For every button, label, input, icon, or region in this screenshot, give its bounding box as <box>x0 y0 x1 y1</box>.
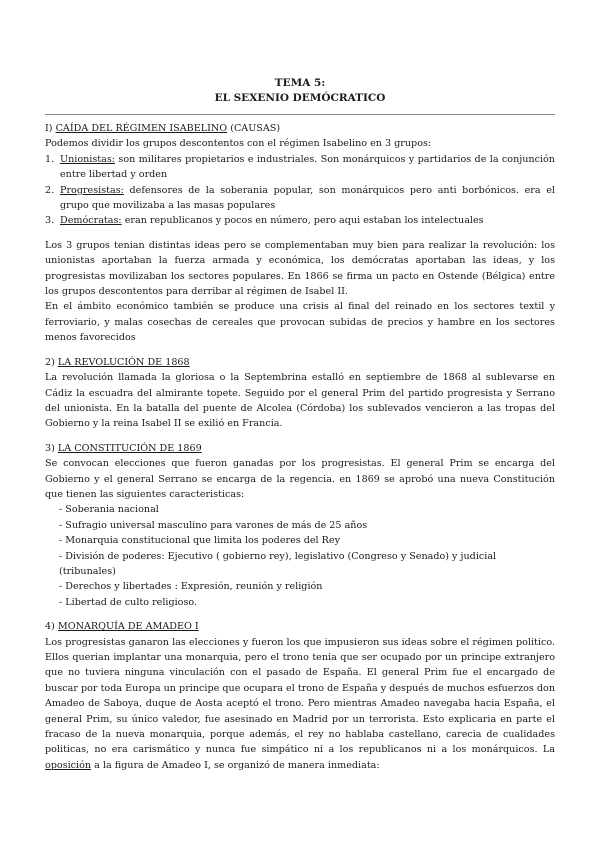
title-line-2: EL SEXENIO DEMÓCRATICO <box>214 92 386 104</box>
section-4-text-end: a la figura de Amadeo I, se organizó de manera inmediata: <box>91 759 380 771</box>
title-block <box>0 76 600 106</box>
document-body <box>45 121 555 773</box>
section-2-heading-link[interactable]: LA REVOLUCIÓN DE 1868 <box>57 356 190 368</box>
group-text: eran republicanos y pocos en número, pero aqui estaban los intelectuales <box>121 215 484 227</box>
constitution-list <box>45 502 555 610</box>
group-item <box>45 183 555 214</box>
section-3-heading <box>45 441 555 456</box>
spacer <box>45 610 555 619</box>
list-item: - Monarquia constitucional que limita los poderes del Rey <box>59 535 340 547</box>
groups-list <box>45 152 555 229</box>
list-item: - Soberania nacional <box>59 504 159 516</box>
section-4-number: 4) <box>45 621 58 633</box>
list-item: - División de poderes: Ejecutivo ( gobierno rey), legislativo (Congreso y Senado) y judicial (tribunales) <box>59 550 497 577</box>
section-4-heading <box>45 619 555 634</box>
section-4-text: Los progresistas ganaron las elecciones y fueron los que impusieron sus ideas sobre el régimen politico. Ellos querian implantar una monarquia, pero el trono tenia que ser ocupado por un principe extranjero que no tuviera ninguna vinculación con el pasado de España. El general Prim fue el encargado de buscar por toda Europa un principe que ocupara el trono de España y después de muchos esfuerzos don Amadeo de Saboya, duque de Aosta aceptó el trono. Pero mientras Amadeo navegaba hacia España, el general Prim, su único valedor, fue asesinado en Madrid por un terrorista. Esto explicaria en parte el fracaso de la nueva monarquia, porque además, el rey no hablaba castellano, carecia de cualidades politicas, no era carismático y nunca fue simpático ni a los republicanos ni a los monárquicos. La <box>45 636 555 756</box>
spacer <box>45 229 555 238</box>
spacer <box>45 346 555 355</box>
section-2-paragraph: La revolución llamada la gloriosa o la Septembrina estalló en septiembre de 1868 al sublevarse en Cádiz la escuadra del almirante topete. Seguido por el general Prim del partido progresista y Serrano del unionista. En la batalla del puente de Alcolea (Córdoba) los sublevados vencieron a las tropas del Gobierno y la reina Isabel II se exilió en Francia. <box>45 372 555 430</box>
spacer <box>45 432 555 441</box>
oposicion-link[interactable]: oposición <box>45 759 92 771</box>
group-text: son militares propietarios e industriales. Son monárquicos y partidarios de la conjunción entre libertad y orden <box>60 153 555 181</box>
section-1-heading-link[interactable]: CAÍDA DEL RÉGIMEN ISABELINO <box>55 123 228 134</box>
section-2-heading <box>45 355 555 370</box>
list-item: - Derechos y libertades : Expresión, reunión y religión <box>59 581 323 593</box>
group-item <box>45 152 555 183</box>
section-1-paragraph-1: Los 3 grupos tenian distintas ideas pero se complementaban muy bien para realizar la revolución: los unionistas aportaban la fuerza armada y económica, los demócratas aportaban las ideas, y los progresistas movilizaban los sectores populares. En 1866 se firma un pacto en Ostende (Bélgica) entre los grupos descontentos para derribar al régimen de Isabel II. <box>45 239 555 298</box>
group-term: Unionistas: <box>60 153 116 165</box>
list-item: - Libertad de culto religioso. <box>59 596 198 608</box>
group-item <box>45 213 555 228</box>
section-4-heading-link[interactable]: MONARQUÍA DE AMADEO I <box>57 621 199 633</box>
group-number: 1. <box>45 153 55 165</box>
section-3-paragraph: Se convocan elecciones que fueron ganadas por los progresistas. El general Prim se encarga del Gobierno y el general Serrano se encarga de la regencia. en 1869 se aprobó una nueva Constitución que tienen las siguientes caracteristicas: <box>45 458 555 500</box>
group-number: 3. <box>45 215 55 227</box>
group-term: Demócratas: <box>60 215 122 227</box>
group-number: 2. <box>45 184 55 196</box>
title-line-1: TEMA 5: <box>274 77 326 89</box>
section-3-number: 3) <box>45 442 58 454</box>
section-1-number: I) <box>45 123 56 134</box>
group-term: Progresistas: <box>60 184 124 196</box>
section-1-heading-suffix: (CAUSAS) <box>227 123 281 134</box>
section-1-paragraph-2: En el ámbito económico también se produce una crisis al final del reinado en los sectores textil y ferroviario, y malas cosechas de cereales que provocan subidas de precios y hambre en los sectores menos favorecidos <box>45 301 555 344</box>
group-text: defensores de la soberania popular, son monárquicos pero anti borbónicos. era el grupo que movilizaba a las masas populares <box>60 184 555 212</box>
title-divider <box>45 114 555 115</box>
section-1-intro: Podemos dividir los grupos descontentos con el régimen Isabelino en 3 grupos: <box>45 138 432 150</box>
section-3-heading-link[interactable]: LA CONSTITUCIÓN DE 1869 <box>57 442 202 454</box>
section-2-number: 2) <box>45 356 58 368</box>
section-4-paragraph <box>45 635 555 774</box>
list-item: - Sufragio universal masculino para varones de más de 25 años <box>59 519 368 531</box>
section-1-heading <box>45 121 555 136</box>
